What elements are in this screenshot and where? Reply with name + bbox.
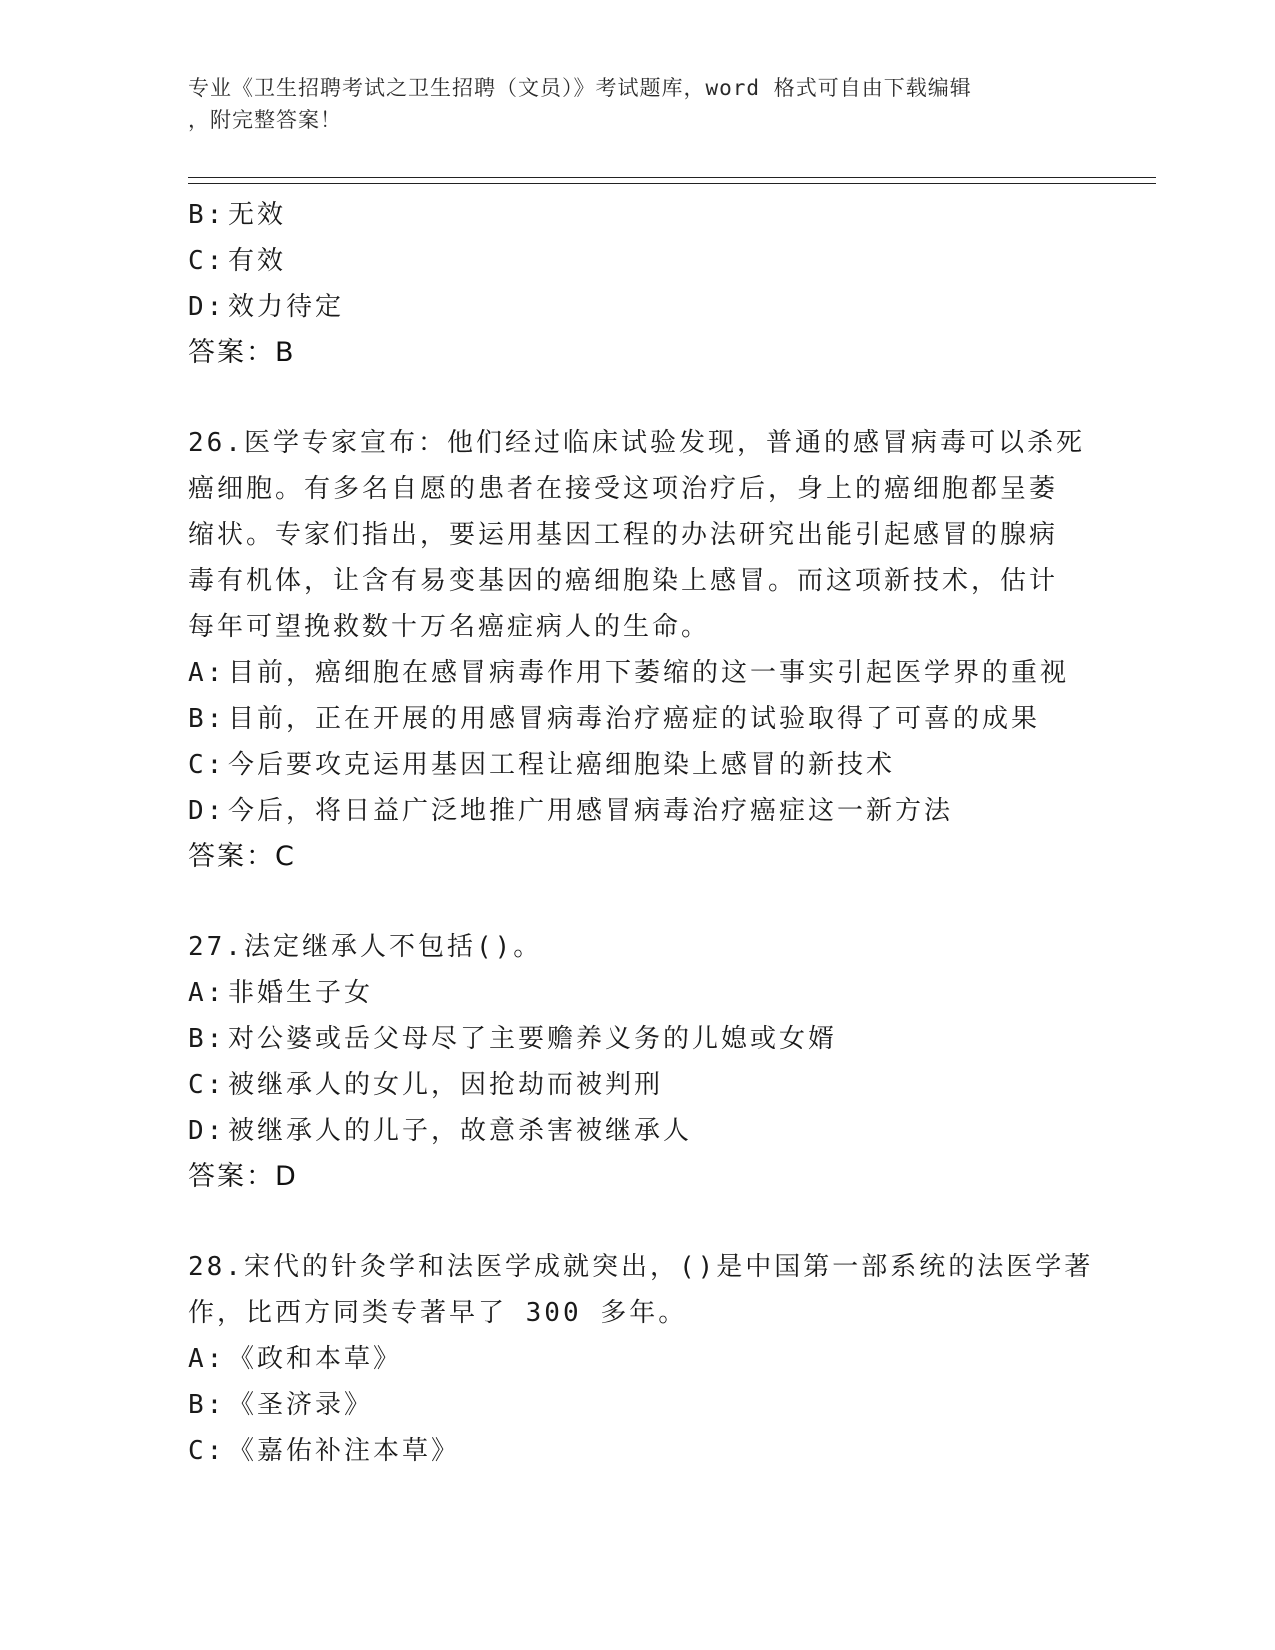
question-list	[188, 192, 1094, 1474]
option-text: 被继承人的儿子，故意杀害被继承人	[228, 1116, 693, 1146]
option-a	[188, 1336, 1088, 1382]
option-key: A:	[188, 1344, 226, 1374]
option-text: 《嘉佑补注本草》	[228, 1436, 461, 1466]
option-b	[188, 1382, 1088, 1428]
question-stem-line: 毒有机体，让含有易变基因的癌细胞染上感冒。而这项新技术，估计	[188, 566, 1059, 596]
question-stem-line: 癌细胞。有多名自愿的患者在接受这项治疗后，身上的癌细胞都呈萎	[188, 474, 1059, 504]
answer-line: 答案：B	[188, 337, 296, 368]
option-c	[188, 1062, 1088, 1108]
option-a	[188, 650, 1088, 696]
question-25-continuation	[188, 192, 1088, 376]
option-text: 有效	[228, 246, 287, 276]
header-line-2: ，附完整答案！	[188, 108, 342, 132]
option-key: C:	[188, 246, 226, 276]
option-b	[188, 1016, 1088, 1062]
option-text: 今后要攻克运用基因工程让癌细胞染上感冒的新技术	[228, 750, 896, 780]
option-c	[188, 238, 1088, 284]
option-text: 非婚生子女	[228, 978, 374, 1008]
option-d	[188, 1108, 1088, 1154]
option-key: D:	[188, 796, 226, 826]
option-key: C:	[188, 750, 226, 780]
question-stem-line: 缩状。专家们指出，要运用基因工程的办法研究出能引起感冒的腺病	[188, 520, 1059, 550]
question-stem-line: 作，比西方同类专著早了 300 多年。	[188, 1298, 688, 1328]
option-d	[188, 284, 1088, 330]
option-text: 无效	[228, 200, 287, 230]
question-stem-line: 每年可望挽救数十万名癌症病人的生命。	[188, 612, 711, 642]
option-d	[188, 788, 1088, 834]
option-a	[188, 970, 1088, 1016]
option-key: C:	[188, 1070, 226, 1100]
option-c	[188, 742, 1088, 788]
option-c	[188, 1428, 1088, 1474]
option-b	[188, 696, 1088, 742]
option-key: D:	[188, 292, 226, 322]
option-key: C:	[188, 1436, 226, 1466]
option-key: A:	[188, 658, 226, 688]
header-divider-bottom	[188, 183, 1156, 184]
question-27	[188, 924, 1088, 1200]
option-key: B:	[188, 1390, 226, 1420]
option-key: B:	[188, 200, 226, 230]
document-header	[188, 72, 1068, 136]
option-text: 对公婆或岳父母尽了主要赡养义务的儿媳或女婿	[228, 1024, 838, 1054]
option-key: B:	[188, 704, 226, 734]
question-stem-line: 27.法定继承人不包括()。	[188, 932, 543, 962]
question-stem-line: 28.宋代的针灸学和法医学成就突出，()是中国第一部系统的法医学著	[188, 1252, 1094, 1282]
option-key: A:	[188, 978, 226, 1008]
answer-line: 答案：C	[188, 841, 296, 872]
answer-line: 答案：D	[188, 1161, 298, 1192]
option-text: 目前，癌细胞在感冒病毒作用下萎缩的这一事实引起医学界的重视	[228, 658, 1070, 688]
option-text: 今后，将日益广泛地推广用感冒病毒治疗癌症这一新方法	[228, 796, 954, 826]
option-text: 效力待定	[228, 292, 345, 322]
option-text: 目前，正在开展的用感冒病毒治疗癌症的试验取得了可喜的成果	[228, 704, 1041, 734]
option-b	[188, 192, 1088, 238]
question-28	[188, 1244, 1094, 1474]
option-text: 被继承人的女儿，因抢劫而被判刑	[228, 1070, 664, 1100]
option-key: B:	[188, 1024, 226, 1054]
option-text: 《政和本草》	[228, 1344, 403, 1374]
option-key: D:	[188, 1116, 226, 1146]
question-26	[188, 420, 1088, 880]
option-text: 《圣济录》	[228, 1390, 374, 1420]
question-stem-line: 26.医学专家宣布：他们经过临床试验发现，普通的感冒病毒可以杀死	[188, 428, 1085, 458]
header-divider-top	[188, 177, 1156, 178]
header-line-1: 专业《卫生招聘考试之卫生招聘（文员）》考试题库，word 格式可自由下载编辑	[188, 76, 972, 100]
